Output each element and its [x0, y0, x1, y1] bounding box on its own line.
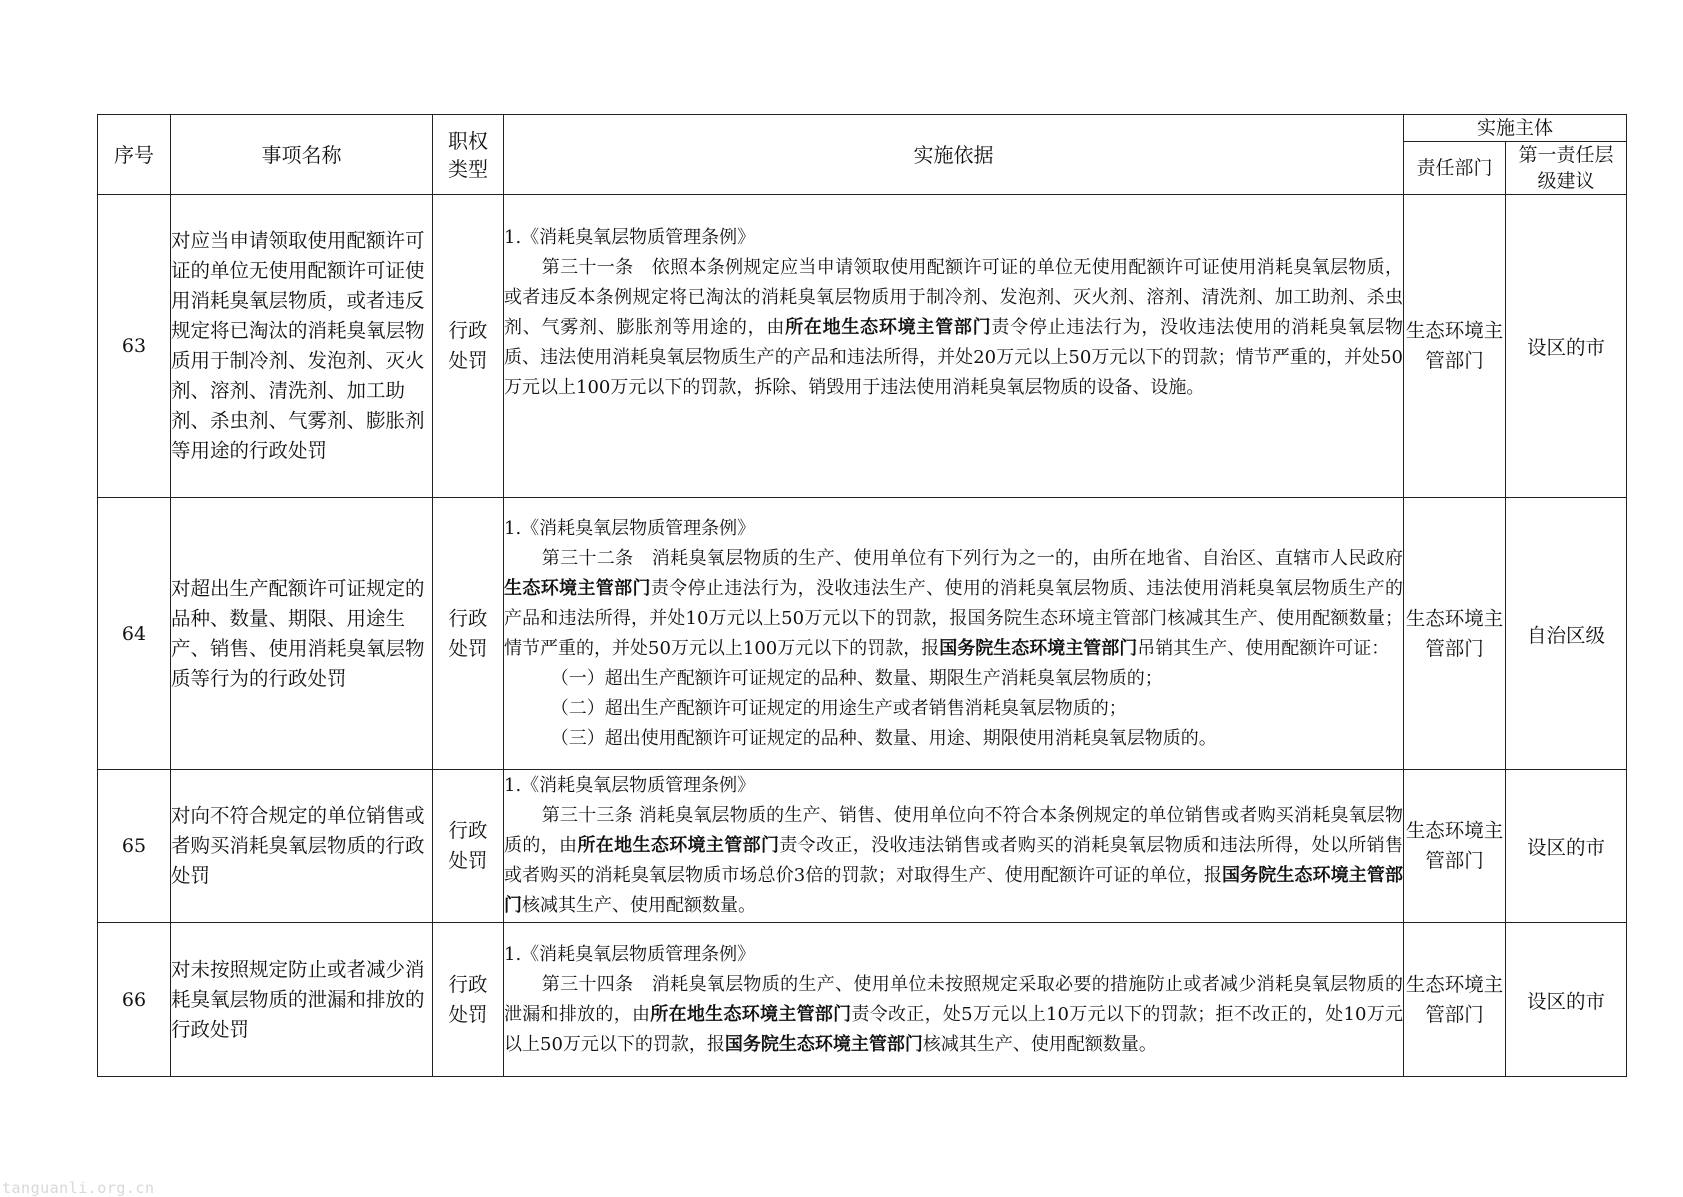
basis-text: 第三十四条 消耗臭氧层物质的生产、使用单位未按照规定采取必要的措施防止或者减少消耗臭氧层物质的泄漏和排放的，由	[504, 973, 1403, 1025]
row-basis	[504, 498, 1404, 770]
basis-text: 第三十一条 依照本条例规定应当申请领取使用配额许可证的单位无使用配额许可证使用消耗臭氧层物质，或者违反本条例规定将已淘汰的消耗臭氧层物质用于制冷剂、发泡剂、灭火剂、溶剂、清洗剂、加工助剂、杀虫剂、气雾剂、膨胀剂等用途的，由	[504, 257, 1403, 338]
row-basis	[504, 770, 1404, 923]
basis-article	[504, 970, 1403, 1060]
table-row	[98, 498, 1627, 770]
row-seq: 63	[98, 195, 171, 498]
row-dept: 生态环境主管部门	[1404, 923, 1506, 1077]
row-name: 对应当申请领取使用配额许可证的单位无使用配额许可证使用消耗臭氧层物质，或者违反规定将已淘汰的消耗臭氧层物质用于制冷剂、发泡剂、灭火剂、溶剂、清洗剂、加工助剂、杀虫剂、气雾剂、膨胀剂等用途的行政处罚	[171, 195, 433, 498]
table-row	[98, 770, 1627, 923]
table-row	[98, 195, 1627, 498]
row-level: 设区的市	[1506, 923, 1627, 1077]
row-basis	[504, 923, 1404, 1077]
row-basis	[504, 195, 1404, 498]
header-dept: 责任部门	[1404, 142, 1506, 195]
basis-text: 第三十三条 消耗臭氧层物质的生产、销售、使用单位向不符合本条例规定的单位销售或者购买消耗臭氧层物质的，由	[504, 805, 1403, 856]
row-dept: 生态环境主管部门	[1404, 770, 1506, 923]
basis-text: 核减其生产、使用配额数量。	[522, 895, 756, 916]
row-type: 行政处罚	[433, 770, 504, 923]
basis-authority: 所在地生态环境主管部门	[785, 317, 992, 338]
basis-text: 责令停止违法行为，没收违法生产、使用的消耗臭氧层物质、违法使用消耗臭氧层物质生产的产品和违法所得，并处10万元以上50万元以下的罚款，报国务院生态环境主管部门核减其生产、使用配额数量；情节严重的，并处50万元以上100万元以下的罚款，报	[504, 577, 1404, 659]
row-seq: 64	[98, 498, 171, 770]
row-name: 对超出生产配额许可证规定的品种、数量、期限、用途生产、销售、使用消耗臭氧层物质等行为的行政处罚	[171, 498, 433, 770]
basis-article	[504, 801, 1403, 921]
basis-text: 责令停止违法行为，没收违法使用的消耗臭氧层物质、违法使用消耗臭氧层物质生产的产品和违法所得，并处20万元以上50万元以下的罚款；情节严重的，并处50万元以上100万元以下的罚款，拆除、销毁用于违法使用消耗臭氧层物质的设备、设施。	[504, 317, 1404, 398]
row-type: 行政处罚	[433, 195, 504, 498]
row-seq: 66	[98, 923, 171, 1077]
header-basis: 实施依据	[504, 115, 1404, 195]
basis-authority: 所在地生态环境主管部门	[650, 1003, 852, 1025]
row-dept: 生态环境主管部门	[1404, 498, 1506, 770]
basis-text: 责令改正，没收违法销售或者购买的消耗臭氧层物质和违法所得，处以所销售或者购买的消耗臭氧层物质市场总价3倍的罚款；对取得生产、使用配额许可证的单位，报	[504, 835, 1404, 886]
basis-authority: 生态环境主管部门	[504, 577, 651, 599]
basis-list-item: （三）超出使用配额许可证规定的品种、数量、用途、期限使用消耗臭氧层物质的。	[550, 727, 1217, 749]
watermark: tanguanli.org.cn	[2, 1179, 155, 1197]
basis-authority: 国务院生态环境主管部门	[939, 637, 1138, 659]
row-type: 行政处罚	[433, 923, 504, 1077]
row-name: 对向不符合规定的单位销售或者购买消耗臭氧层物质的行政处罚	[171, 770, 433, 923]
basis-title: 1.《消耗臭氧层物质管理条例》	[504, 517, 756, 539]
basis-title: 1.《消耗臭氧层物质管理条例》	[504, 227, 756, 248]
basis-authority: 国务院生态环境主管部门	[504, 865, 1404, 916]
row-level: 自治区级	[1506, 498, 1627, 770]
row-name: 对未按照规定防止或者减少消耗臭氧层物质的泄漏和排放的行政处罚	[171, 923, 433, 1077]
header-subject: 实施主体	[1404, 115, 1627, 142]
penalty-items-table	[97, 114, 1627, 1077]
basis-authority: 所在地生态环境主管部门	[577, 835, 780, 856]
basis-list-item: （二）超出生产配额许可证规定的用途生产或者销售消耗臭氧层物质的；	[550, 697, 1127, 719]
row-level: 设区的市	[1506, 195, 1627, 498]
header-seq: 序号	[98, 115, 171, 195]
row-dept: 生态环境主管部门	[1404, 195, 1506, 498]
basis-text: 核减其生产、使用配额数量。	[922, 1033, 1157, 1055]
basis-text: 第三十二条 消耗臭氧层物质的生产、使用单位有下列行为之一的，由所在地省、自治区、直辖市人民政府	[541, 547, 1403, 569]
basis-text: 吊销其生产、使用配额许可证：	[1137, 637, 1390, 659]
basis-authority: 国务院生态环境主管部门	[724, 1033, 923, 1055]
basis-title: 1.《消耗臭氧层物质管理条例》	[504, 775, 756, 796]
header-row	[98, 115, 1627, 142]
basis-article	[504, 544, 1403, 664]
basis-title: 1.《消耗臭氧层物质管理条例》	[504, 943, 756, 965]
header-level: 第一责任层级建议	[1506, 142, 1627, 195]
header-type: 职权类型	[433, 115, 504, 195]
row-level: 设区的市	[1506, 770, 1627, 923]
header-name: 事项名称	[171, 115, 433, 195]
basis-article	[504, 253, 1403, 403]
basis-list-item: （一）超出生产配额许可证规定的品种、数量、期限生产消耗臭氧层物质的；	[550, 667, 1163, 689]
basis-text: 责令改正，处5万元以上10万元以下的罚款；拒不改正的，处10万元以上50万元以下的罚款，报	[504, 1003, 1404, 1055]
row-seq: 65	[98, 770, 171, 923]
table-row	[98, 923, 1627, 1077]
row-type: 行政处罚	[433, 498, 504, 770]
